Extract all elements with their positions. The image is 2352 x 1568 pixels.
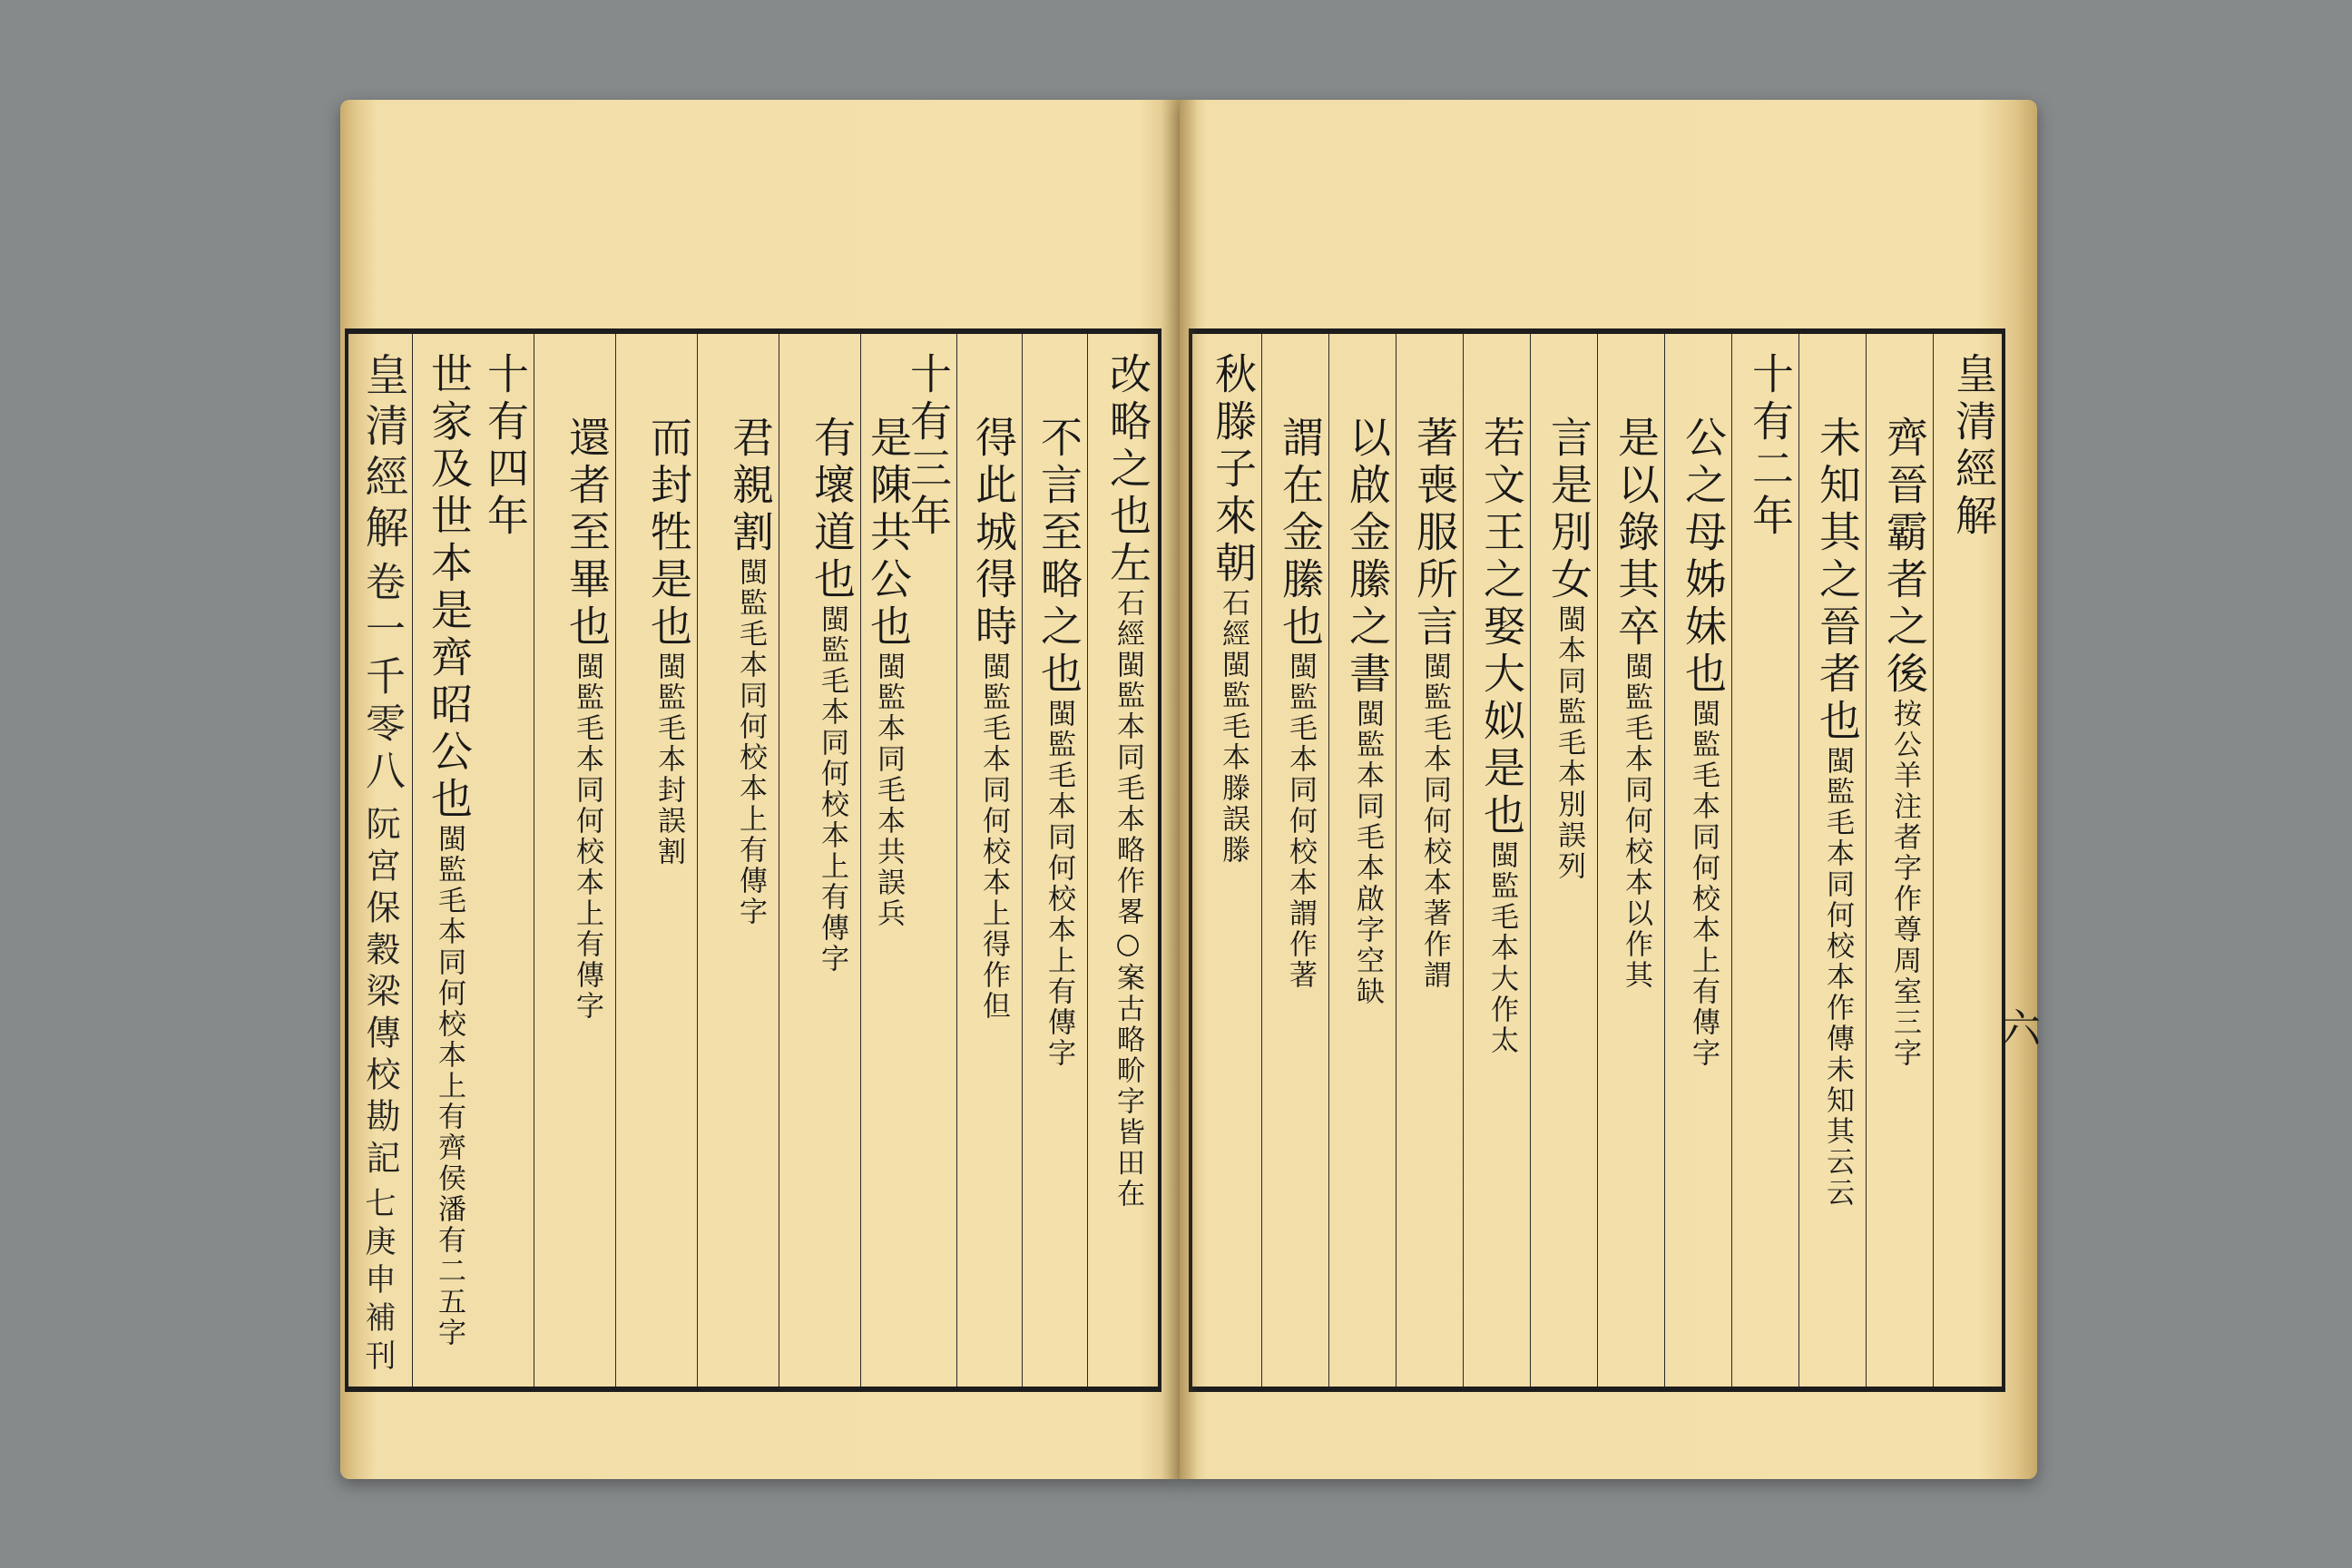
right-col-4 (1664, 334, 1731, 1387)
left-margin-note: 七庚申補刊 (359, 1187, 396, 1377)
right-col-6 (1530, 334, 1597, 1387)
right-col-1 (1866, 334, 1933, 1387)
right-margin-title: 皇清經解 (1949, 352, 1998, 541)
text-main: 公之母姊妹也 (1679, 416, 1728, 699)
year-heading: 十有四年 (481, 352, 530, 541)
right-col-2 (1798, 334, 1866, 1387)
text-main: 若文王之娶大姒是也 (1477, 416, 1526, 840)
text-note: 石經閩監毛本滕誤滕 (1217, 588, 1250, 866)
right-text-frame (1189, 328, 2005, 1392)
year-heading: 十有二年 (1746, 352, 1795, 541)
text-note: 閩監毛本同何校本上有傳字 (1043, 699, 1075, 1069)
text-note: 閩監毛本同何校本謂作著 (1284, 652, 1317, 991)
text-note: 按公羊注者字作尊周室三字 (1888, 699, 1921, 1069)
left-col-4 (697, 334, 779, 1387)
text-note: 閩監本同毛本啟字空缺 (1351, 699, 1384, 1007)
text-main: 秋滕子來朝 (1209, 352, 1258, 588)
text-main: 是以錄其卒 (1612, 416, 1661, 652)
text-main: 世家及世本是齊昭公也 (425, 352, 474, 824)
right-col-3 (1731, 334, 1798, 1387)
text-note: 閩監毛本同何校本上有傳字 (734, 557, 767, 927)
text-main: 而封牲是也 (644, 416, 693, 652)
left-heading-13 (904, 334, 956, 1387)
right-col-7 (1463, 334, 1530, 1387)
text-note: 閩監毛本封誤割 (652, 652, 685, 867)
left-margin-title: 皇清經解 (358, 352, 408, 555)
text-main: 以啟金縢之書 (1343, 416, 1392, 699)
text-note: 閩監毛本同何校本上有傳字 (816, 604, 848, 975)
left-col-2 (534, 334, 615, 1387)
year-heading: 十有三年 (904, 352, 953, 541)
right-col-10 (1261, 334, 1328, 1387)
text-note: 閩監毛本同何校本著作謂 (1418, 652, 1451, 991)
text-main: 不言至略之也 (1034, 416, 1083, 699)
left-col-7 (956, 334, 1022, 1387)
book-gutter (1161, 100, 1198, 1479)
right-col-5 (1597, 334, 1664, 1387)
right-col-8 (1396, 334, 1463, 1387)
text-note: 閩監本同毛本共誤兵 (872, 652, 905, 929)
right-page (1180, 100, 2040, 1479)
left-page (340, 100, 1180, 1479)
right-margin-ribbon (1933, 334, 2002, 1387)
text-main: 未知其之晉者也 (1813, 416, 1862, 746)
text-note: 閩監毛本同何校本作傳未知其云云 (1821, 746, 1854, 1209)
text-note: 石經閩監本同毛本略作畧○案古略畍字皆田在 (1112, 588, 1144, 1210)
text-main: 謂在金縢也 (1276, 416, 1325, 652)
text-main: 還者至畢也 (563, 416, 612, 652)
text-note: 閩監毛本同何校本上有傳字 (1687, 699, 1720, 1069)
text-main: 是陳共公也 (864, 416, 913, 652)
text-note: 閩監毛本同何校本上有傳字 (571, 652, 603, 1022)
left-heading-14 (477, 334, 534, 1387)
text-main: 有壞道也 (808, 416, 857, 604)
text-main: 言是別女 (1544, 416, 1593, 604)
text-note: 閩監毛本同何校本上得作但 (977, 652, 1010, 1022)
left-col-5 (779, 334, 860, 1387)
right-col-11 (1198, 334, 1261, 1387)
text-main: 齊晉霸者之後 (1880, 416, 1929, 699)
text-main: 改略之也左 (1103, 352, 1152, 588)
left-col-8 (1022, 334, 1087, 1387)
left-margin-source: 阮宮保穀梁傳校勘記 (360, 806, 400, 1181)
folio-number: 六 (1994, 1007, 2040, 1047)
left-col-9 (1087, 334, 1156, 1387)
left-text-frame (345, 328, 1161, 1392)
text-note: 閩監毛本同何校本上有齊侯潘有二五字 (433, 824, 466, 1348)
text-main: 得此城得時 (969, 416, 1018, 652)
text-note: 閩本同監毛本別誤列 (1553, 604, 1585, 882)
left-col-3 (615, 334, 697, 1387)
left-col-1 (412, 334, 477, 1387)
text-note: 閩監毛本同何校本以作其 (1620, 652, 1652, 991)
open-book (340, 100, 2040, 1479)
right-col-9 (1328, 334, 1396, 1387)
text-main: 著喪服所言 (1410, 416, 1459, 652)
text-note: 閩監毛本大作太 (1485, 840, 1518, 1056)
text-main: 君親割 (726, 416, 775, 557)
left-margin-volume: 卷一千零八 (358, 561, 405, 797)
